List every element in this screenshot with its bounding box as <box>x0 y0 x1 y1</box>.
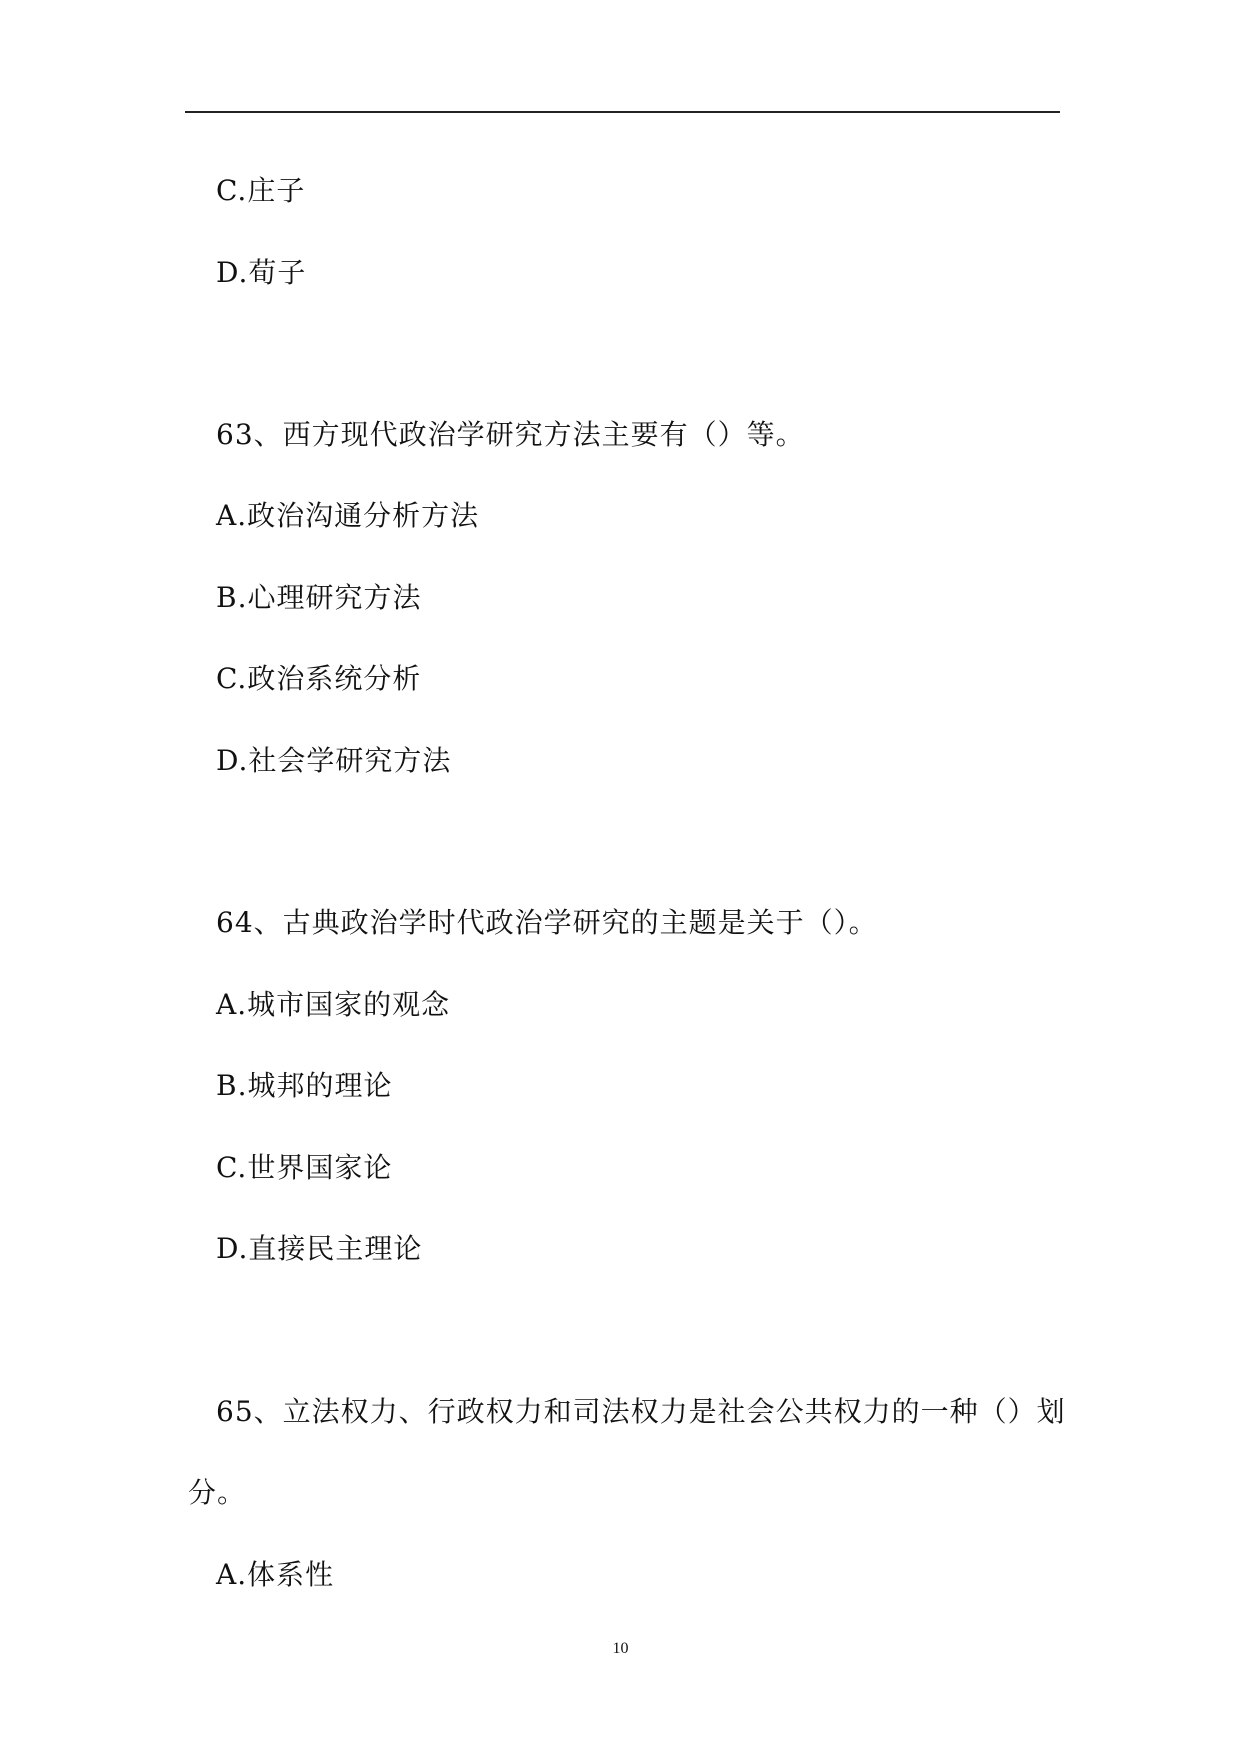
option-a-q63: A.政治沟通分析方法 <box>216 499 480 532</box>
option-d-q62: D.荀子 <box>216 256 307 289</box>
option-d-q64: D.直接民主理论 <box>216 1232 423 1265</box>
option-a-q65: A.体系性 <box>216 1558 335 1591</box>
option-c-q63: C.政治系统分析 <box>216 662 422 695</box>
header-rule <box>185 111 1060 113</box>
option-d-q63: D.社会学研究方法 <box>216 744 452 777</box>
question-65: 65、立法权力、行政权力和司法权力是社会公共权力的一种（）划 <box>216 1395 1066 1428</box>
page-number: 10 <box>612 1640 629 1657</box>
question-64: 64、古典政治学时代政治学研究的主题是关于（）。 <box>216 906 878 939</box>
option-b-q64: B.城邦的理论 <box>216 1069 393 1102</box>
option-a-q64: A.城市国家的观念 <box>216 988 451 1021</box>
question-63: 63、西方现代政治学研究方法主要有（）等。 <box>216 418 805 451</box>
option-c-q62: C.庄子 <box>216 174 306 207</box>
option-b-q63: B.心理研究方法 <box>216 581 422 614</box>
option-c-q64: C.世界国家论 <box>216 1151 393 1184</box>
question-65-continuation: 分。 <box>188 1476 247 1509</box>
